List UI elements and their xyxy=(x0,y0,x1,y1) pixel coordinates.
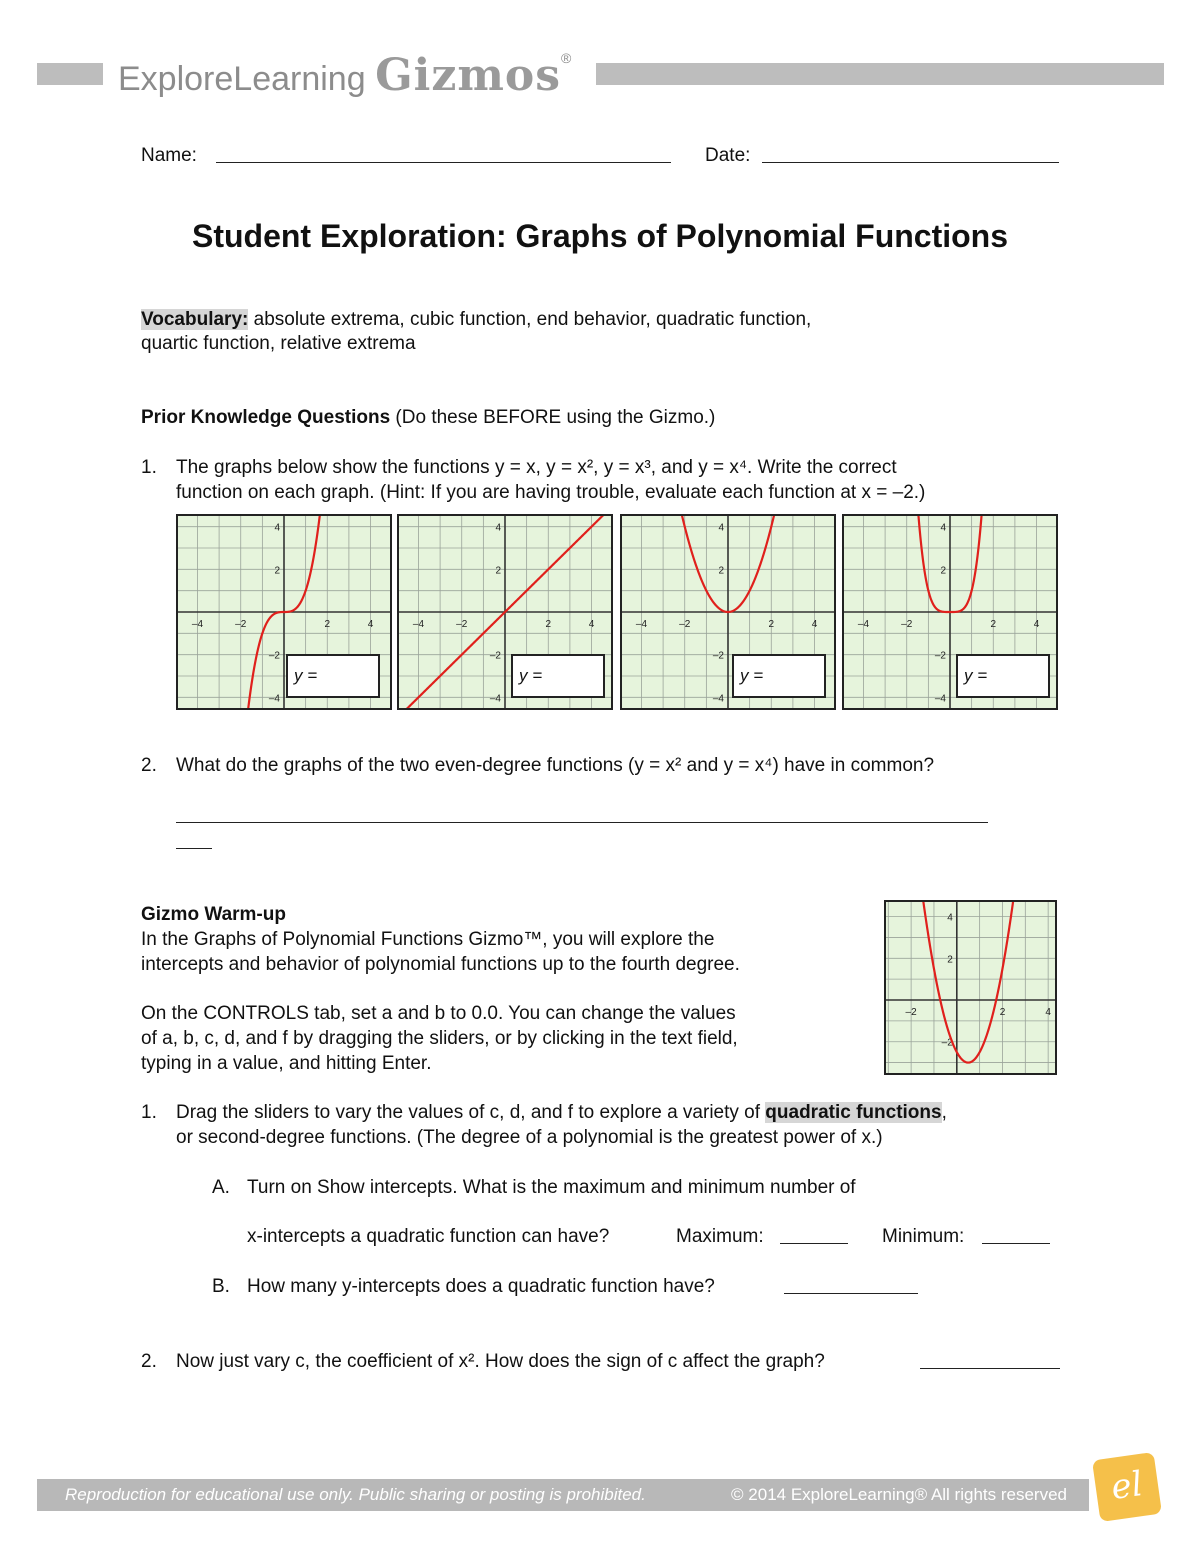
y-intercepts-answer-line[interactable] xyxy=(784,1293,918,1294)
warmup-q1-line1 xyxy=(176,1101,947,1125)
warmup-qB-text: How many y-intercepts does a quadratic function have? xyxy=(247,1276,715,1297)
vocabulary-label: Vocabulary: xyxy=(141,309,249,330)
vocabulary-terms-1: absolute extrema, cubic function, end behavior, quadratic function, xyxy=(248,309,812,330)
prior-heading: Prior Knowledge Questions xyxy=(141,407,391,428)
page-title: Student Exploration: Graphs of Polynomial Functions xyxy=(191,218,1009,254)
graph-2 xyxy=(397,514,613,710)
y-tick-label: 2 xyxy=(495,565,501,577)
x-tick-label: 2 xyxy=(324,619,331,630)
warmup-q2-number: 2. xyxy=(141,1351,157,1372)
y-tick-label: –2 xyxy=(934,650,946,662)
footer-bar xyxy=(37,1479,1089,1511)
graph-1-answer-box[interactable] xyxy=(286,654,380,698)
x-tick-label: –2 xyxy=(679,619,691,630)
x-tick-label: 4 xyxy=(588,619,595,630)
graph-2-answer-label: y = xyxy=(519,666,543,685)
quadratic-functions-term: quadratic functions xyxy=(765,1102,942,1123)
y-tick-label: 2 xyxy=(940,565,946,577)
x-tick-label: –4 xyxy=(412,619,425,630)
y-tick-label: –2 xyxy=(268,650,280,662)
minimum-label: Minimum: xyxy=(882,1226,965,1247)
explorelearning-logo-icon xyxy=(1092,1452,1162,1522)
prior-q1-number: 1. xyxy=(141,457,157,478)
y-tick-label: –2 xyxy=(941,1037,953,1049)
prior-q2-text: What do the graphs of the two even-degree functions (y = x² and y = x⁴) have in common? xyxy=(176,755,935,776)
warmup-q1-line2: or second-degree functions. (The degree of a polynomial is the greatest power of x.) xyxy=(176,1127,883,1148)
x-tick-label: 2 xyxy=(768,619,775,630)
brand-logo xyxy=(118,50,571,101)
warmup-q1-number: 1. xyxy=(141,1102,157,1123)
y-tick-label: –2 xyxy=(712,650,724,662)
x-tick-label: –4 xyxy=(191,619,204,630)
y-tick-label: –4 xyxy=(934,693,946,705)
prior-q2-answer-line[interactable] xyxy=(176,822,988,823)
x-tick-label: 2 xyxy=(545,619,552,630)
graph-3 xyxy=(620,514,836,710)
warmup-p1-line1: In the Graphs of Polynomial Functions Gizmo™, you will explore the xyxy=(141,929,715,950)
graph-4-answer-box[interactable] xyxy=(956,654,1050,698)
warmup-heading: Gizmo Warm-up xyxy=(141,904,286,925)
prior-heading-line xyxy=(141,406,715,430)
date-field[interactable] xyxy=(762,162,1059,163)
warmup-graph-plot xyxy=(886,902,1055,1073)
warmup-q2-answer-line[interactable] xyxy=(920,1368,1060,1369)
brand-explore: ExploreLearning xyxy=(118,60,366,98)
prior-q1-line1: The graphs below show the functions y = x, y = x², y = x³, and y = x⁴. Write the correct xyxy=(176,457,897,478)
warmup-q2-text: Now just vary c, the coefficient of x². How does the sign of c affect the graph? xyxy=(176,1351,825,1372)
y-tick-label: 4 xyxy=(940,522,946,534)
y-tick-label: 2 xyxy=(274,565,280,577)
warmup-p1-line2: intercepts and behavior of polynomial functions up to the fourth degree. xyxy=(141,954,740,975)
y-tick-label: 4 xyxy=(274,522,280,534)
y-tick-label: –4 xyxy=(712,693,724,705)
x-tick-label: 4 xyxy=(1045,1007,1051,1019)
warmup-graph xyxy=(884,900,1057,1075)
brand-reg: ® xyxy=(561,50,572,66)
maximum-answer-line[interactable] xyxy=(780,1243,848,1244)
y-tick-label: 2 xyxy=(718,565,724,577)
warmup-q1-comma: , xyxy=(941,1102,947,1123)
warmup-qB-letter: B. xyxy=(212,1276,230,1297)
minimum-answer-line[interactable] xyxy=(982,1243,1050,1244)
name-label: Name: xyxy=(141,145,197,166)
x-tick-label: –2 xyxy=(456,619,468,630)
header-bar-left xyxy=(37,63,103,85)
maximum-label: Maximum: xyxy=(676,1226,764,1247)
y-tick-label: 4 xyxy=(495,522,501,534)
graph-4 xyxy=(842,514,1058,710)
x-tick-label: 4 xyxy=(811,619,818,630)
graph-3-answer-label: y = xyxy=(740,666,764,685)
graph-4-answer-label: y = xyxy=(964,666,988,685)
x-tick-label: –2 xyxy=(235,619,247,630)
prior-q1-line2: function on each graph. (Hint: If you are having trouble, evaluate each function at x = –2.) xyxy=(176,482,926,503)
y-tick-label: 2 xyxy=(947,954,953,966)
graph-2-answer-box[interactable] xyxy=(511,654,605,698)
warmup-qA-line1: Turn on Show intercepts. What is the maximum and minimum number of xyxy=(247,1177,856,1198)
y-tick-label: –2 xyxy=(489,650,501,662)
footer-notice: Reproduction for educational use only. Public sharing or posting is prohibited. xyxy=(65,1485,646,1504)
header-bar-right xyxy=(596,63,1164,85)
graph-1 xyxy=(176,514,392,710)
vocabulary-line2: quartic function, relative extrema xyxy=(141,333,416,354)
y-tick-label: 4 xyxy=(947,912,953,924)
vocabulary-line1 xyxy=(141,308,811,332)
x-tick-label: –4 xyxy=(635,619,648,630)
prior-q2-number: 2. xyxy=(141,755,157,776)
x-tick-label: –2 xyxy=(905,1007,917,1019)
graph-1-answer-label: y = xyxy=(294,666,318,685)
warmup-qA-letter: A. xyxy=(212,1177,230,1198)
x-tick-label: –4 xyxy=(857,619,870,630)
name-field[interactable] xyxy=(216,162,671,163)
warmup-q1-text: Drag the sliders to vary the values of c, d, and f to explore a variety of xyxy=(176,1102,766,1123)
y-tick-label: –4 xyxy=(268,693,280,705)
x-tick-label: –2 xyxy=(901,619,913,630)
warmup-p2-line2: of a, b, c, d, and f by dragging the sliders, or by clicking in the text field, xyxy=(141,1028,738,1049)
prior-note: (Do these BEFORE using the Gizmo.) xyxy=(390,407,716,428)
prior-q2-answer-line-2[interactable] xyxy=(176,848,212,849)
x-tick-label: 4 xyxy=(1033,619,1040,630)
x-tick-label: 4 xyxy=(367,619,374,630)
graph-3-answer-box[interactable] xyxy=(732,654,826,698)
logo-text: el xyxy=(1108,1464,1145,1508)
y-tick-label: 4 xyxy=(718,522,724,534)
x-tick-label: 2 xyxy=(990,619,997,630)
y-tick-label: –4 xyxy=(489,693,501,705)
brand-gizmos: Gizmos xyxy=(375,50,562,101)
x-tick-label: 2 xyxy=(999,1007,1006,1019)
date-label: Date: xyxy=(705,145,751,166)
footer-copyright: © 2014 ExploreLearning® All rights reserved xyxy=(731,1485,1067,1504)
warmup-p2-line3: typing in a value, and hitting Enter. xyxy=(141,1053,432,1074)
warmup-qA-line2: x-intercepts a quadratic function can have? xyxy=(247,1226,610,1247)
warmup-p2-line1: On the CONTROLS tab, set a and b to 0.0. You can change the values xyxy=(141,1003,736,1024)
